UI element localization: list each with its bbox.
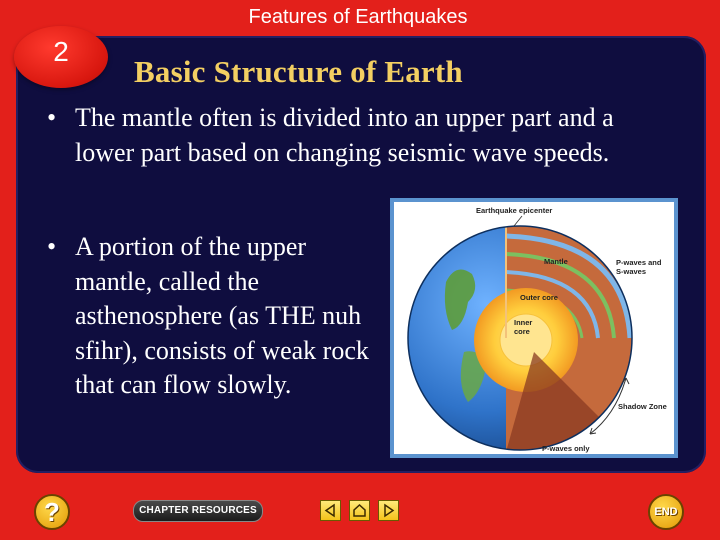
label-shadow-zone: Shadow Zone xyxy=(618,402,667,411)
label-outer-core: Outer core xyxy=(520,293,558,302)
earth-structure-figure xyxy=(390,198,678,458)
bullet-marker: • xyxy=(47,103,57,132)
bullet-text: The mantle often is divided into an upper part and a lower part based on changing seismic wave speeds. xyxy=(75,103,614,167)
bullet-item-1 xyxy=(47,101,635,170)
section-number: 2 xyxy=(53,36,69,67)
bullet-marker: • xyxy=(47,232,57,261)
previous-button[interactable] xyxy=(320,500,341,521)
label-p-waves-only: P-waves only xyxy=(542,444,590,453)
label-inner-core: Inner core xyxy=(514,318,533,336)
bullet-text: A portion of the upper mantle, called the asthenosphere (as THE nuh sfihr), consists of weak rock that can flow slowly. xyxy=(75,232,369,399)
arrow-left-icon xyxy=(321,501,340,520)
bullet-item-2 xyxy=(47,230,380,403)
label-mantle: Mantle xyxy=(544,257,568,266)
home-button[interactable] xyxy=(349,500,370,521)
home-icon xyxy=(350,501,369,520)
help-button[interactable]: ? xyxy=(34,494,70,530)
label-p-and-s-waves: P-waves and S-waves xyxy=(616,258,662,276)
arrow-right-icon xyxy=(379,501,398,520)
end-button[interactable]: END xyxy=(648,494,684,530)
label-earthquake-epicenter: Earthquake epicenter xyxy=(476,206,553,215)
next-button[interactable] xyxy=(378,500,399,521)
slide-title: Basic Structure of Earth xyxy=(134,54,463,89)
chapter-resources-button[interactable]: CHAPTER RESOURCES xyxy=(133,500,263,522)
header-title: Features of Earthquakes xyxy=(248,6,468,28)
